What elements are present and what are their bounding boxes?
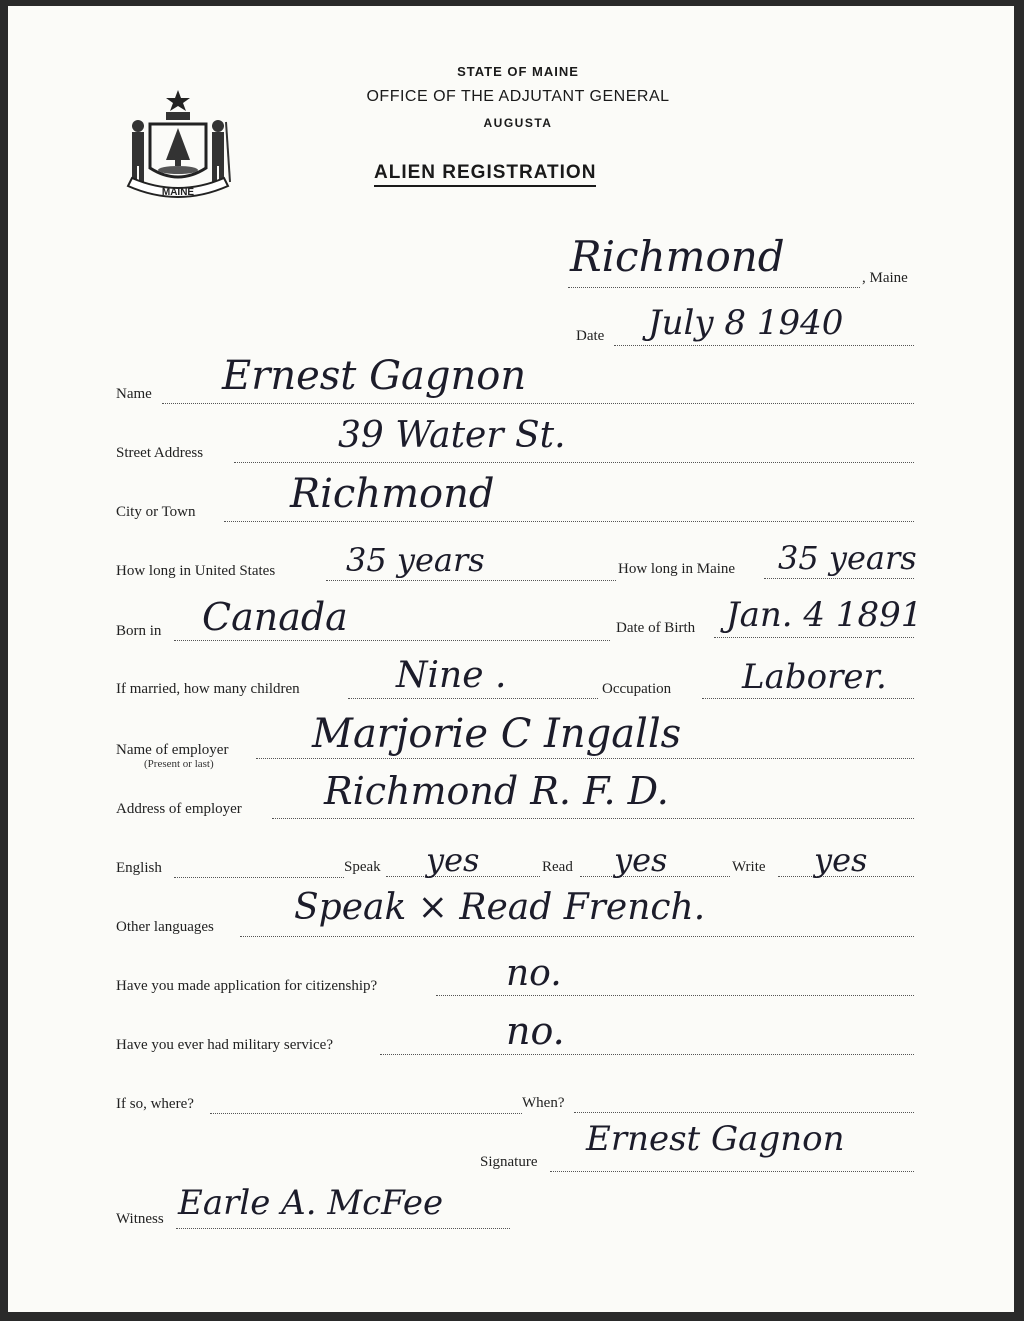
witness-label: Witness — [116, 1211, 164, 1227]
english-line — [174, 877, 344, 878]
place-suffix-label: , Maine — [862, 270, 908, 286]
city-value: Richmond — [290, 471, 495, 517]
place-value: Richmond — [570, 232, 785, 281]
signature-label: Signature — [480, 1154, 538, 1170]
employer-value: Marjorie C Ingalls — [312, 711, 682, 757]
occupation-label: Occupation — [602, 681, 672, 697]
state-seal-icon — [120, 82, 236, 210]
employer-line — [256, 758, 914, 759]
city-label: City or Town — [116, 504, 196, 520]
signature-value: Ernest Gagnon — [586, 1119, 845, 1159]
how-long-us-label: How long in United States — [116, 563, 276, 579]
dob-label: Date of Birth — [616, 620, 696, 636]
citizenship-value: no. — [506, 953, 562, 994]
when-label: When? — [522, 1095, 565, 1111]
date-line — [614, 345, 914, 346]
where-line — [210, 1113, 522, 1114]
born-value: Canada — [202, 595, 348, 639]
street-value: 39 Water St. — [338, 415, 566, 456]
name-line — [162, 403, 914, 404]
citizenship-label: Have you made application for citizenship? — [116, 978, 378, 994]
employer-address-line — [272, 818, 914, 819]
city-line — [224, 521, 914, 522]
english-label: English — [116, 860, 162, 876]
other-languages-label: Other languages — [116, 919, 214, 935]
employer-label: Name of employer — [116, 742, 229, 758]
how-long-us-value: 35 years — [346, 541, 485, 579]
header-city: AUGUSTA — [483, 116, 553, 130]
header-state: STATE OF MAINE — [457, 64, 579, 79]
how-long-maine-label: How long in Maine — [618, 561, 736, 577]
name-label: Name — [116, 386, 152, 402]
form-title: ALIEN REGISTRATION — [374, 162, 596, 187]
children-label: If married, how many children — [116, 681, 300, 697]
military-line — [380, 1054, 914, 1055]
dob-line — [714, 637, 914, 638]
date-value: July 8 1940 — [648, 303, 844, 343]
name-value: Ernest Gagnon — [222, 353, 527, 399]
children-value: Nine . — [396, 655, 507, 696]
other-languages-value: Speak × Read French. — [294, 887, 706, 928]
when-line — [574, 1112, 914, 1113]
date-label: Date — [576, 328, 605, 344]
signature-line — [550, 1171, 914, 1172]
witness-line — [176, 1228, 510, 1229]
where-label: If so, where? — [116, 1096, 194, 1112]
read-label: Read — [542, 859, 573, 875]
military-value: no. — [506, 1009, 565, 1053]
write-value: yes — [814, 841, 868, 879]
registration-form — [8, 6, 1014, 1312]
place-line — [568, 287, 860, 288]
employer-address-label: Address of employer — [116, 801, 242, 817]
children-line — [348, 698, 598, 699]
speak-value: yes — [426, 841, 480, 879]
born-line — [174, 640, 610, 641]
header-office: OFFICE OF THE ADJUTANT GENERAL — [366, 88, 670, 105]
other-languages-line — [240, 936, 914, 937]
street-line — [234, 462, 914, 463]
read-value: yes — [614, 841, 668, 879]
seal-text: MAINE — [161, 187, 195, 198]
write-label: Write — [732, 859, 766, 875]
military-label: Have you ever had military service? — [116, 1037, 333, 1053]
how-long-maine-line — [764, 578, 914, 579]
citizenship-line — [436, 995, 914, 996]
occupation-line — [702, 698, 914, 699]
how-long-maine-value: 35 years — [778, 539, 917, 577]
occupation-value: Laborer. — [742, 657, 887, 697]
employer-address-value: Richmond R. F. D. — [324, 769, 669, 813]
witness-value: Earle A. McFee — [178, 1183, 444, 1223]
street-label: Street Address — [116, 445, 204, 461]
employer-sub-label: (Present or last) — [144, 758, 214, 770]
how-long-us-line — [326, 580, 616, 581]
speak-label: Speak — [344, 859, 381, 875]
born-label: Born in — [116, 623, 162, 639]
dob-value: Jan. 4 1891 — [726, 595, 923, 635]
